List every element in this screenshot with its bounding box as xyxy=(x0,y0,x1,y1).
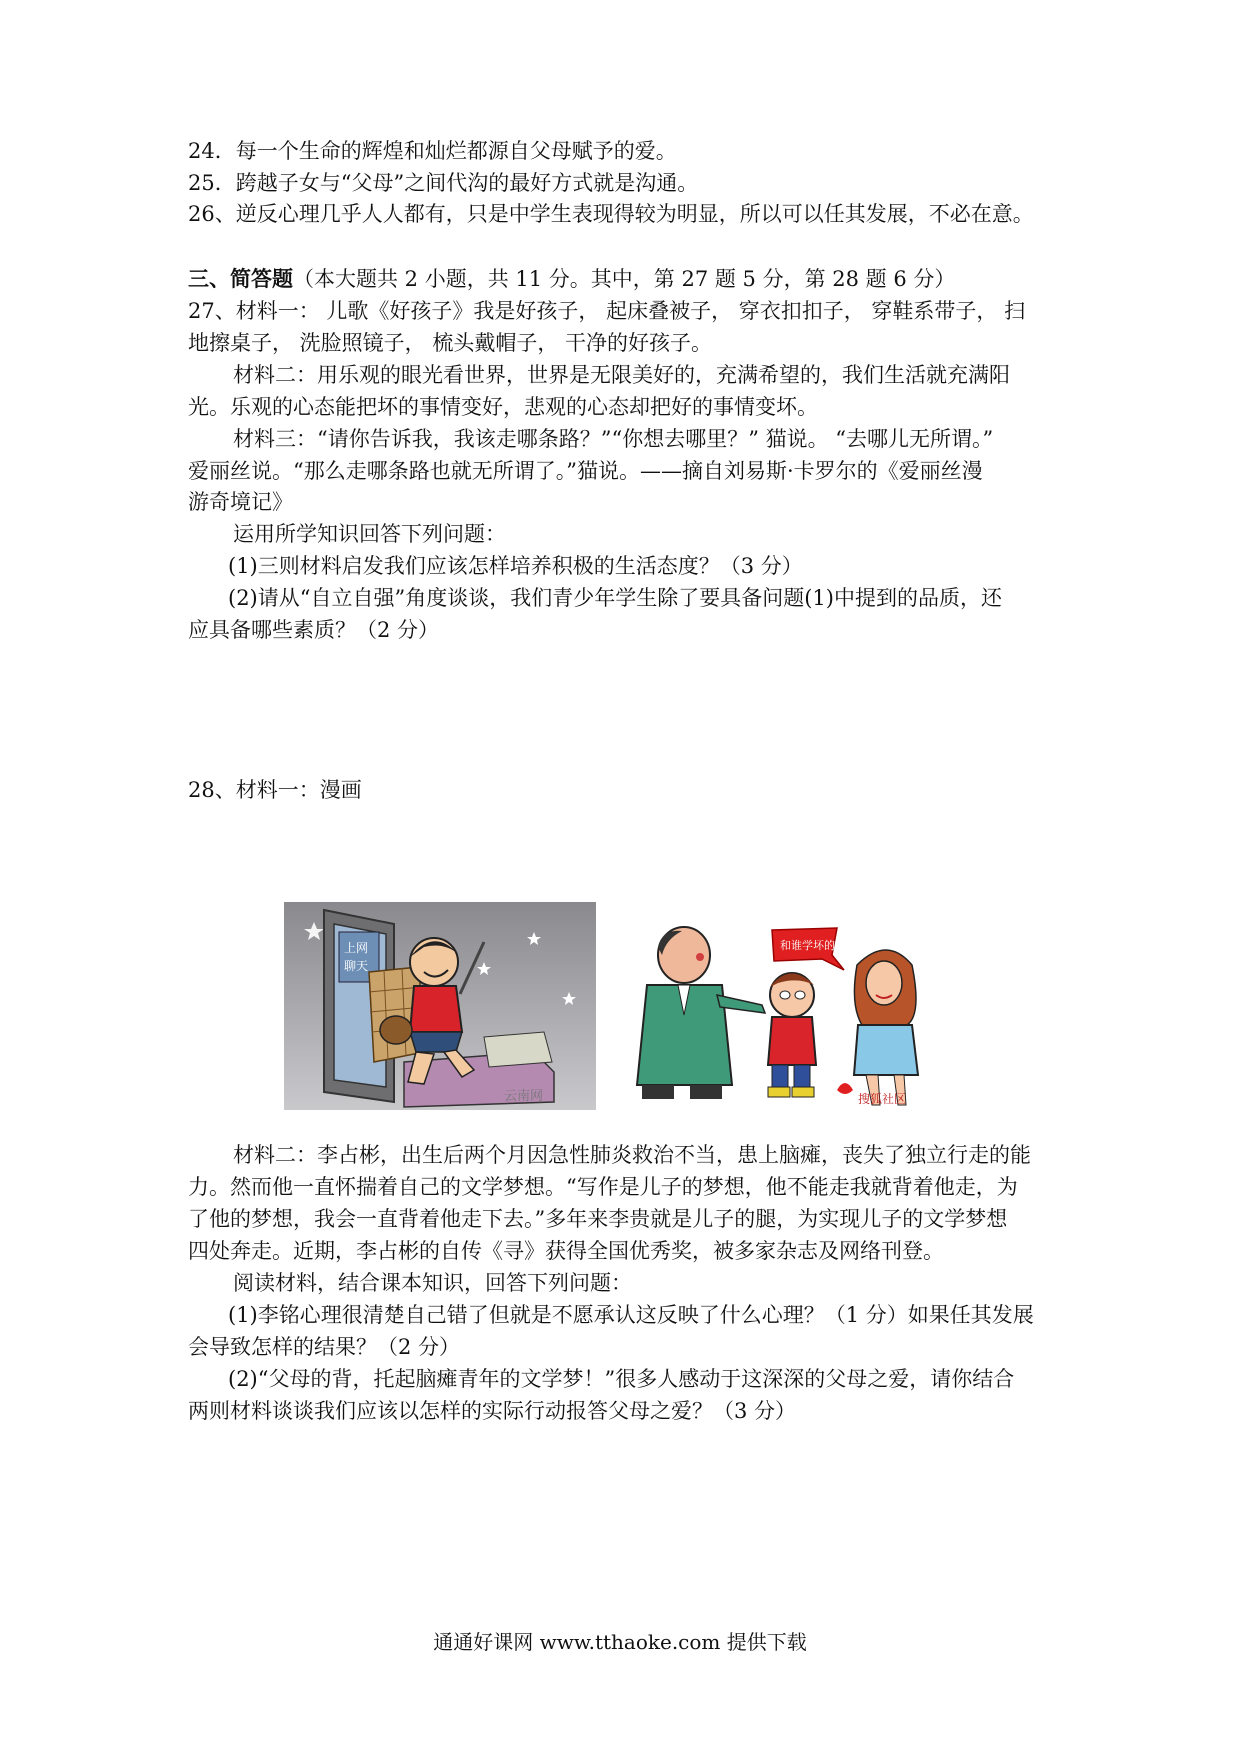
comic1-sign: 上网 xyxy=(344,941,369,955)
statement-25: 25．跨越子女与“父母”之间代沟的最好方式就是沟通。 xyxy=(188,171,699,195)
q28-prompt: 阅读材料，结合课本知识，回答下列问题： xyxy=(233,1271,632,1295)
q28-material2-line3: 了他的梦想，我会一直背着他走下去。”多年来李贵就是儿子的腿，为实现儿子的文学梦想 xyxy=(188,1207,1008,1231)
q27-subquestion-2-line2: 应具备哪些素质？（2 分） xyxy=(188,618,440,642)
comic2-watermark: 搜狐社区 xyxy=(858,1092,907,1106)
comic-internet-cafe-drawing xyxy=(284,902,596,1110)
q27-material2-line2: 光。乐观的心态能把坏的事情变好，悲观的心态却把好的事情变坏。 xyxy=(188,395,818,419)
q28-material2-line2: 力。然而他一直怀揣着自己的文学梦想。“写作是儿子的梦想，他不能走我就背着他走，为 xyxy=(188,1175,1018,1199)
comic-parents-scolding xyxy=(622,925,952,1110)
comic1-sign2: 聊天 xyxy=(344,959,369,973)
section-title: 三、简答题 xyxy=(188,266,293,291)
q27-material1-line2: 地擦桌子， 洗脸照镜子， 梳头戴帽子， 干净的好孩子。 xyxy=(188,331,713,355)
q27-prompt: 运用所学知识回答下列问题： xyxy=(233,522,506,546)
q27-material2-line1: 材料二：用乐观的眼光看世界，世界是无限美好的，充满希望的，我们生活就充满阳 xyxy=(233,363,1010,387)
comic2-bubble: 和谁学坏的! xyxy=(780,939,840,952)
q28-material1: 28、材料一：漫画 xyxy=(188,778,362,802)
q27-subquestion-2-line1: (2)请从“自立自强”角度谈谈，我们青少年学生除了要具备问题(1)中提到的品质，还 xyxy=(228,586,1002,610)
q27-subquestion-1: (1)三则材料启发我们应该怎样培养积极的生活态度？（3 分） xyxy=(228,554,803,578)
section-note: （本大题共 2 小题，共 11 分。其中，第 27 题 5 分，第 28 题 6 分） xyxy=(293,267,956,291)
q28-material2-line1: 材料二：李占彬，出生后两个月因急性肺炎救治不当，患上脑瘫，丧失了独立行走的能 xyxy=(233,1143,1031,1167)
q28-material2-line4: 四处奔走。近期，李占彬的自传《寻》获得全国优秀奖，被多家杂志及网络刊登。 xyxy=(188,1239,944,1263)
q28-subquestion-1-line1: (1)李铭心理很清楚自己错了但就是不愿承认这反映了什么心理？（1 分）如果任其发展 xyxy=(228,1303,1034,1327)
statement-24: 24．每一个生命的辉煌和灿烂都源自父母赋予的爱。 xyxy=(188,139,677,163)
q28-subquestion-1-line2: 会导致怎样的结果？（2 分） xyxy=(188,1335,461,1359)
comic-parents-scolding-drawing xyxy=(622,925,952,1110)
comic-internet-cafe xyxy=(284,902,596,1110)
q28-subquestion-2-line1: (2)“父母的背，托起脑瘫青年的文学梦！”很多人感动于这深深的父母之爱，请你结合 xyxy=(228,1367,1015,1391)
q28-subquestion-2-line2: 两则材料谈谈我们应该以怎样的实际行动报答父母之爱？（3 分） xyxy=(188,1399,797,1423)
q27-material3-line1: 材料三：“请你告诉我，我该走哪条路？”“你想去哪里？” 猫说。 “去哪儿无所谓。” xyxy=(233,427,994,451)
q27-material3-line3: 游奇境记》 xyxy=(188,490,293,514)
q27-material3-line2: 爱丽丝说。“那么走哪条路也就无所谓了。”猫说。——摘自刘易斯·卡罗尔的《爱丽丝漫 xyxy=(188,459,983,483)
statement-26: 26、逆反心理几乎人人都有，只是中学生表现得较为明显，所以可以任其发展，不必在意。 xyxy=(188,202,1034,226)
q27-material1-line1: 27、材料一： 儿歌《好孩子》我是好孩子， 起床叠被子， 穿衣扣扣子， 穿鞋系带子， 扫 xyxy=(188,299,1026,323)
page-footer: 通通好课网 www.tthaoke.com 提供下载 xyxy=(433,1630,807,1654)
comic1-watermark: 云南网 xyxy=(504,1089,544,1104)
section-heading xyxy=(188,264,1068,294)
